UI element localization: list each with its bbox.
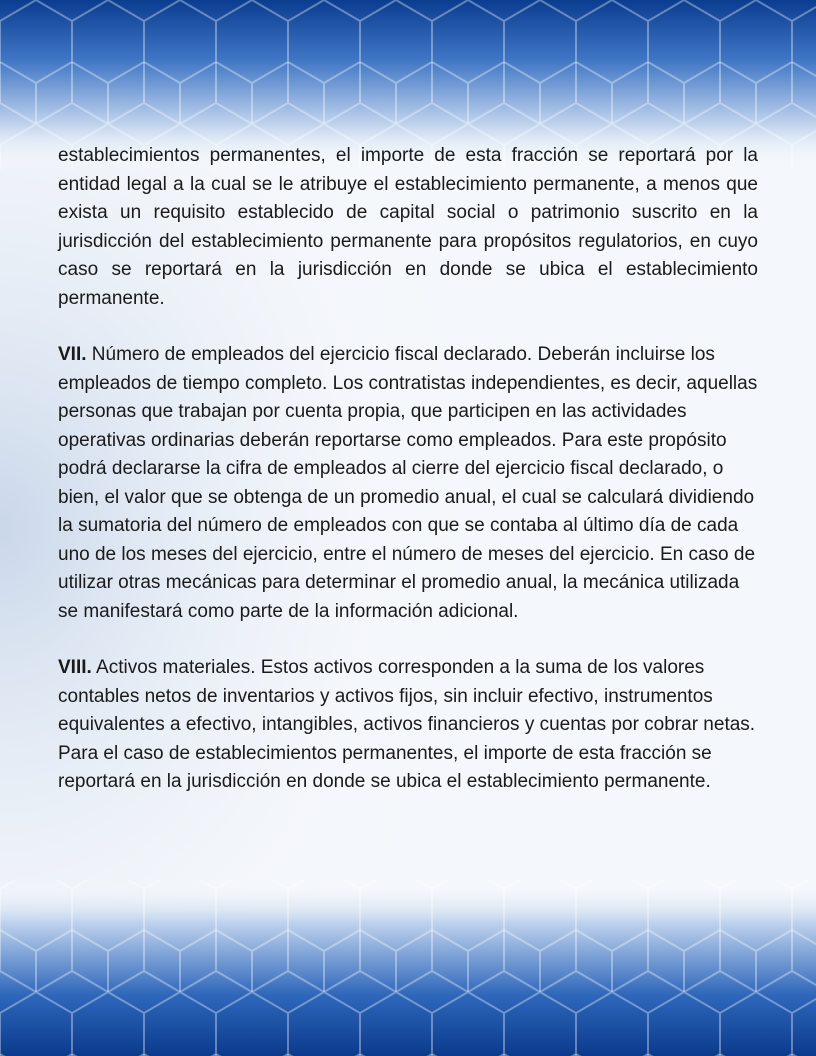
section-number: VII. [58,344,87,365]
document-body [58,142,758,797]
section-text: Número de empleados del ejercicio fiscal declarado. Deberán incluirse los empleados de tiempo completo. Los contratistas independientes, es decir, aquellas personas que trabajan por cuenta propia, que participen en las actividades operativas ordinarias deberán reportarse como empleados. Para este propósito podrá declararse la cifra de empleados al cierre del ejercicio fiscal declarado, o bien, el valor que se obtenga de un promedio anual, el cual se calculará dividiendo la sumatoria del número de empleados con que se contaba al último día de cada uno de los meses del ejercicio, entre el número de meses del ejercicio. En caso de utilizar otras mecánicas para determinar el promedio anual, la mecánica utilizada se manifestará como parte de la información adicional. [58,344,758,622]
section-vii [58,341,758,626]
paragraph-continuation: establecimientos permanentes, el importe de esta fracción se reportará por la entidad legal a la cual se le atribuye el establecimiento permanente, a menos que exista un requisito establecido de capital social o patrimonio suscrito en la jurisdicción del establecimiento permanente para propósitos regulatorios, en cuyo caso se reportará en la jurisdicción en donde se ubica el establecimiento permanente. [58,145,758,309]
section-viii [58,654,758,797]
section-number: VIII. [58,657,92,678]
spacer [58,626,758,654]
section-text: Activos materiales. Estos activos corresponden a la suma de los valores contables netos de inventarios y activos fijos, sin incluir efectivo, instrumentos equivalentes a efectivo, intangibles, activos financieros y cuentas por cobrar netas. Para el caso de establecimientos permanentes, el importe de esta fracción se reportará en la jurisdicción en donde se ubica el establecimiento permanente. [58,657,756,792]
spacer [58,313,758,341]
